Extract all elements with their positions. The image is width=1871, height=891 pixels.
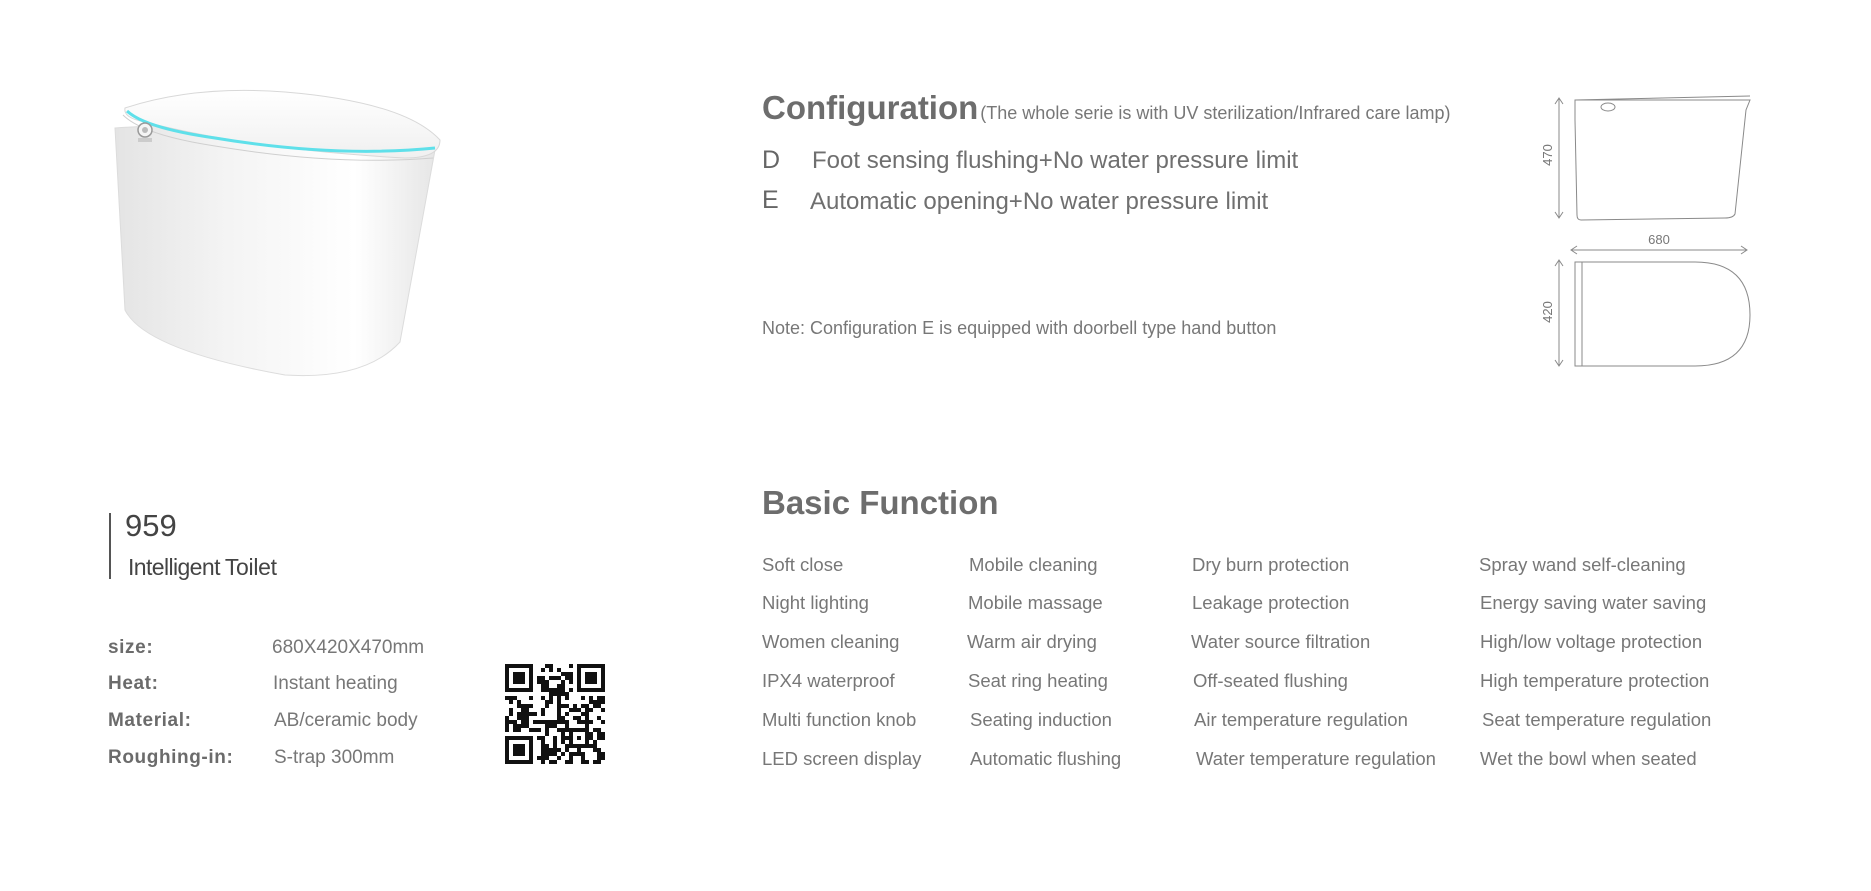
function-item: Off-seated flushing [1193,670,1348,691]
model-name-part-1: Intelligent [128,554,220,580]
function-item: Water temperature regulation [1196,748,1436,769]
model-divider [109,513,111,579]
function-item: High temperature protection [1480,670,1710,691]
spec-roughing-label: Roughing-in: [108,747,234,768]
function-item: Mobile massage [968,592,1103,613]
function-item: Seat temperature regulation [1482,709,1712,730]
model-name-part-2: Toilet [224,554,277,580]
spec-roughing-value: S-trap 300mm [274,747,395,768]
function-item: High/low voltage protection [1480,631,1703,652]
dimension-width: 420 [1540,301,1555,323]
function-item: Automatic flushing [970,748,1122,769]
spec-heat-value: Instant heating [273,673,398,694]
function-item: Warm air drying [967,631,1097,652]
function-item: LED screen display [762,748,922,769]
function-item: Soft close [762,554,844,575]
configuration-title-text: Configuration [762,89,979,126]
spec-heat-label: Heat: [108,673,159,694]
config-option-e-letter: E [762,186,779,214]
function-item: Water source filtration [1191,631,1371,652]
function-item: Leakage protection [1192,592,1350,613]
config-option-d-letter: D [762,146,781,174]
config-option-e-text: Automatic opening+No water pressure limit [810,188,1269,215]
function-item: Dry burn protection [1192,554,1350,575]
function-item: Energy saving water saving [1480,592,1707,613]
model-name [128,554,277,581]
function-item: Night lighting [762,592,869,613]
dimension-drawings [1535,90,1765,380]
function-item: IPX4 waterproof [762,670,895,691]
configuration-note: Note: Configuration E is equipped with doorbell type hand button [762,318,1277,338]
function-item: Multi function knob [762,709,917,730]
spec-size-label: size: [108,637,154,658]
dimension-length: 680 [1648,232,1670,247]
function-item: Wet the bowl when seated [1480,748,1697,769]
dimension-height: 470 [1540,144,1555,166]
function-item: Mobile cleaning [969,554,1098,575]
spec-material-label: Material: [108,710,192,731]
configuration-subtitle: (The whole serie is with UV sterilization/Infrared care lamp) [980,103,1451,123]
function-item: Seating induction [970,709,1112,730]
function-item: Seat ring heating [968,670,1108,691]
spec-material-value: AB/ceramic body [274,710,418,731]
function-item: Spray wand self-cleaning [1479,554,1686,575]
model-number: 959 [125,508,177,543]
function-item: Women cleaning [762,631,900,652]
basic-function-title: Basic Function [762,484,999,521]
qr-code[interactable] [505,664,605,764]
function-item: Air temperature regulation [1194,709,1408,730]
configuration-title [762,89,1450,127]
spec-size-value: 680X420X470mm [272,637,425,658]
config-option-d-text: Foot sensing flushing+No water pressure limit [812,147,1299,174]
product-image [105,80,450,380]
